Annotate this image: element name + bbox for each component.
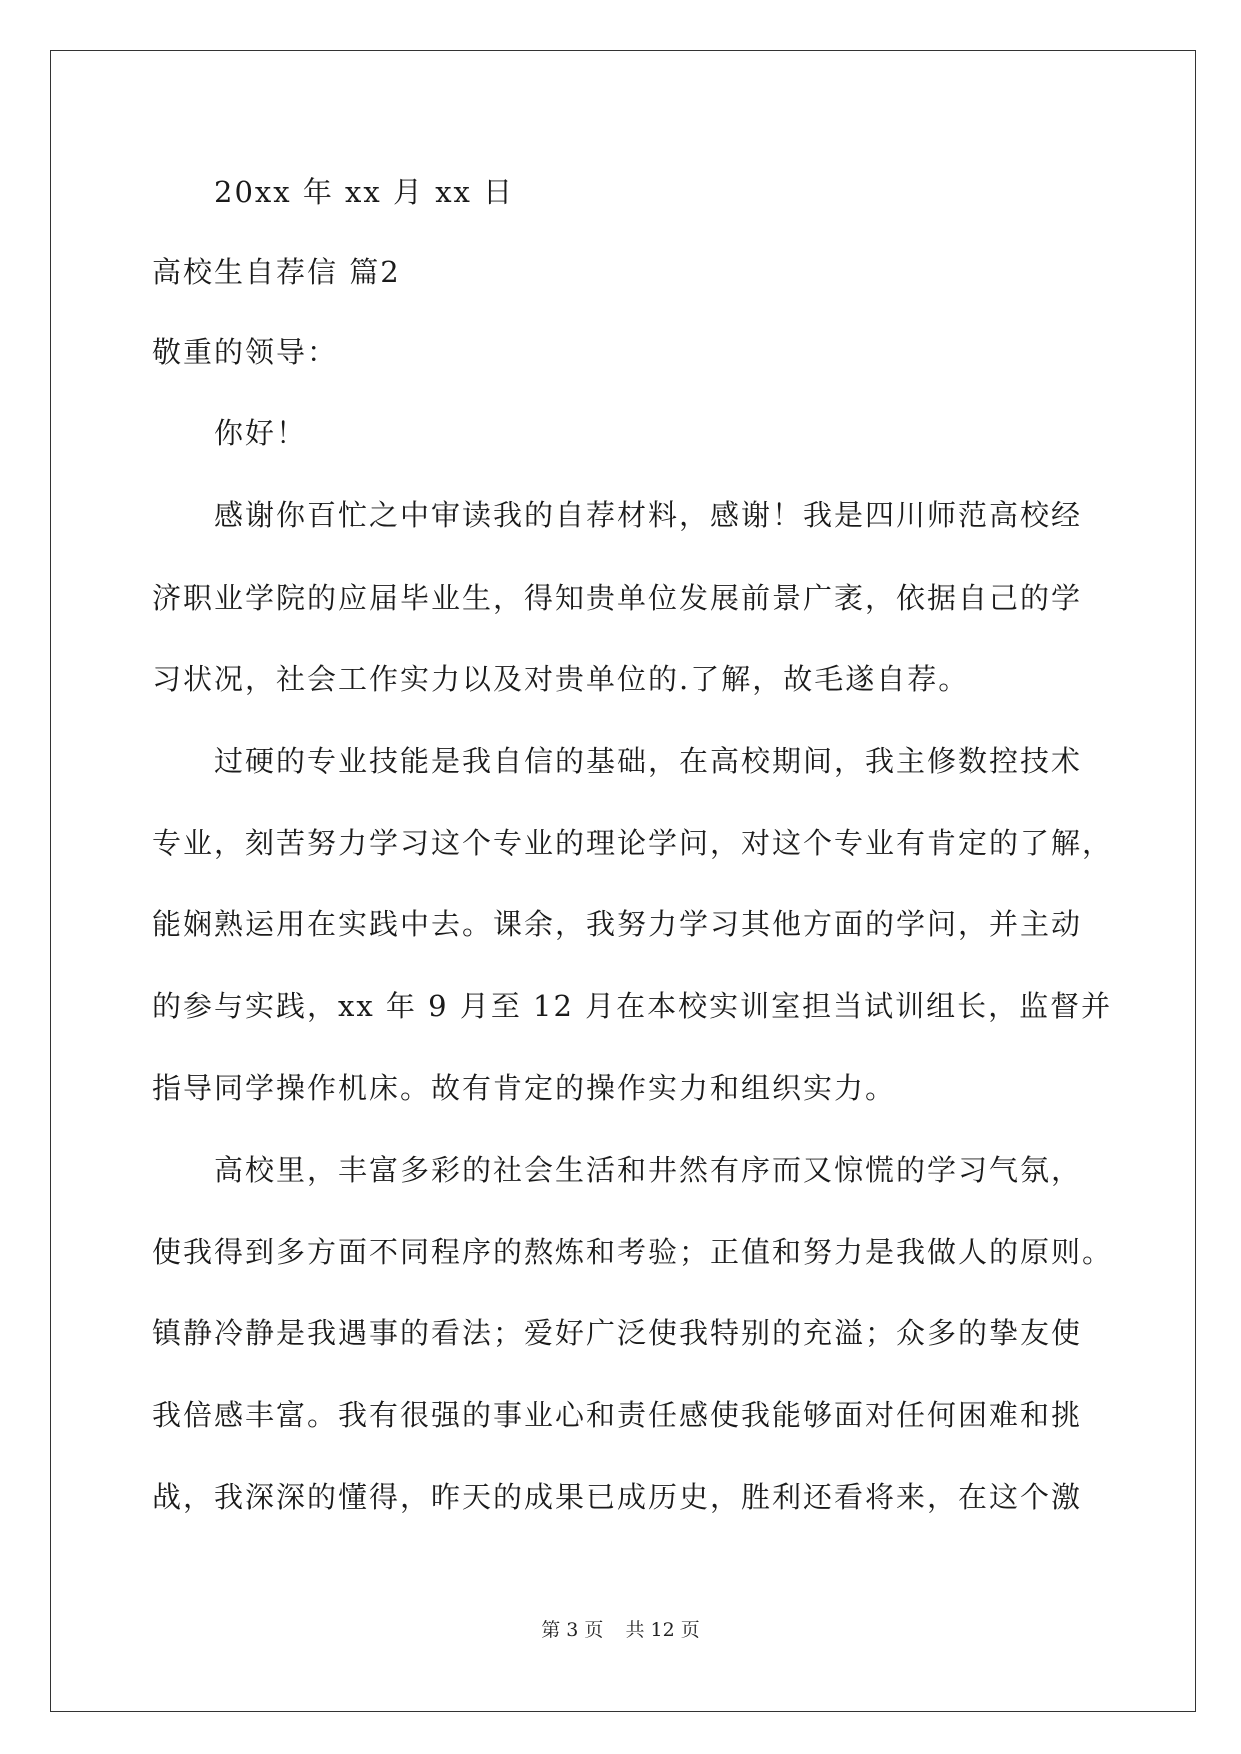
paragraph-line: 专业，刻苦努力学习这个专业的理论学问，对这个专业有肯定的了解，: [152, 826, 1114, 860]
page-footer: [0, 1618, 1241, 1642]
page-number: 第 3 页: [541, 1619, 604, 1641]
paragraph-line: 镇静冷静是我遇事的看法；爱好广泛使我特别的充溢；众多的挚友使: [152, 1316, 1083, 1350]
section-title: 高校生自荐信 篇2: [152, 255, 401, 289]
paragraph-line: 的参与实践，xx 年 9 月至 12 月在本校实训室担当试训组长，监督并: [152, 989, 1113, 1023]
salutation: 敬重的领导：: [152, 335, 339, 369]
page-border: [50, 50, 1196, 1712]
paragraph-line: 过硬的专业技能是我自信的基础，在高校期间，我主修数控技术: [214, 744, 1083, 778]
paragraph-line: 使我得到多方面不同程序的熬炼和考验；正值和努力是我做人的原则。: [152, 1235, 1114, 1269]
greeting: 你好！: [214, 416, 308, 450]
paragraph-line: 习状况，社会工作实力以及对贵单位的.了解，故毛遂自荐。: [152, 662, 970, 696]
paragraph-line: 我倍感丰富。我有很强的事业心和责任感使我能够面对任何困难和挑: [152, 1398, 1083, 1432]
page-total: 共 12 页: [625, 1619, 700, 1641]
paragraph-line: 感谢你百忙之中审读我的自荐材料，感谢！我是四川师范高校经: [214, 498, 1083, 532]
paragraph-line: 济职业学院的应届毕业生，得知贵单位发展前景广袤，依据自己的学: [152, 581, 1083, 615]
paragraph-line: 高校里，丰富多彩的社会生活和井然有序而又惊慌的学习气氛，: [214, 1153, 1083, 1187]
paragraph-line: 指导同学操作机床。故有肯定的操作实力和组织实力。: [152, 1071, 897, 1105]
paragraph-line: 能娴熟运用在实践中去。课余，我努力学习其他方面的学问，并主动: [152, 907, 1083, 941]
date-line: 20xx 年 xx 月 xx 日: [214, 175, 515, 209]
paragraph-line: 战，我深深的懂得，昨天的成果已成历史，胜利还看将来，在这个激: [152, 1480, 1083, 1514]
